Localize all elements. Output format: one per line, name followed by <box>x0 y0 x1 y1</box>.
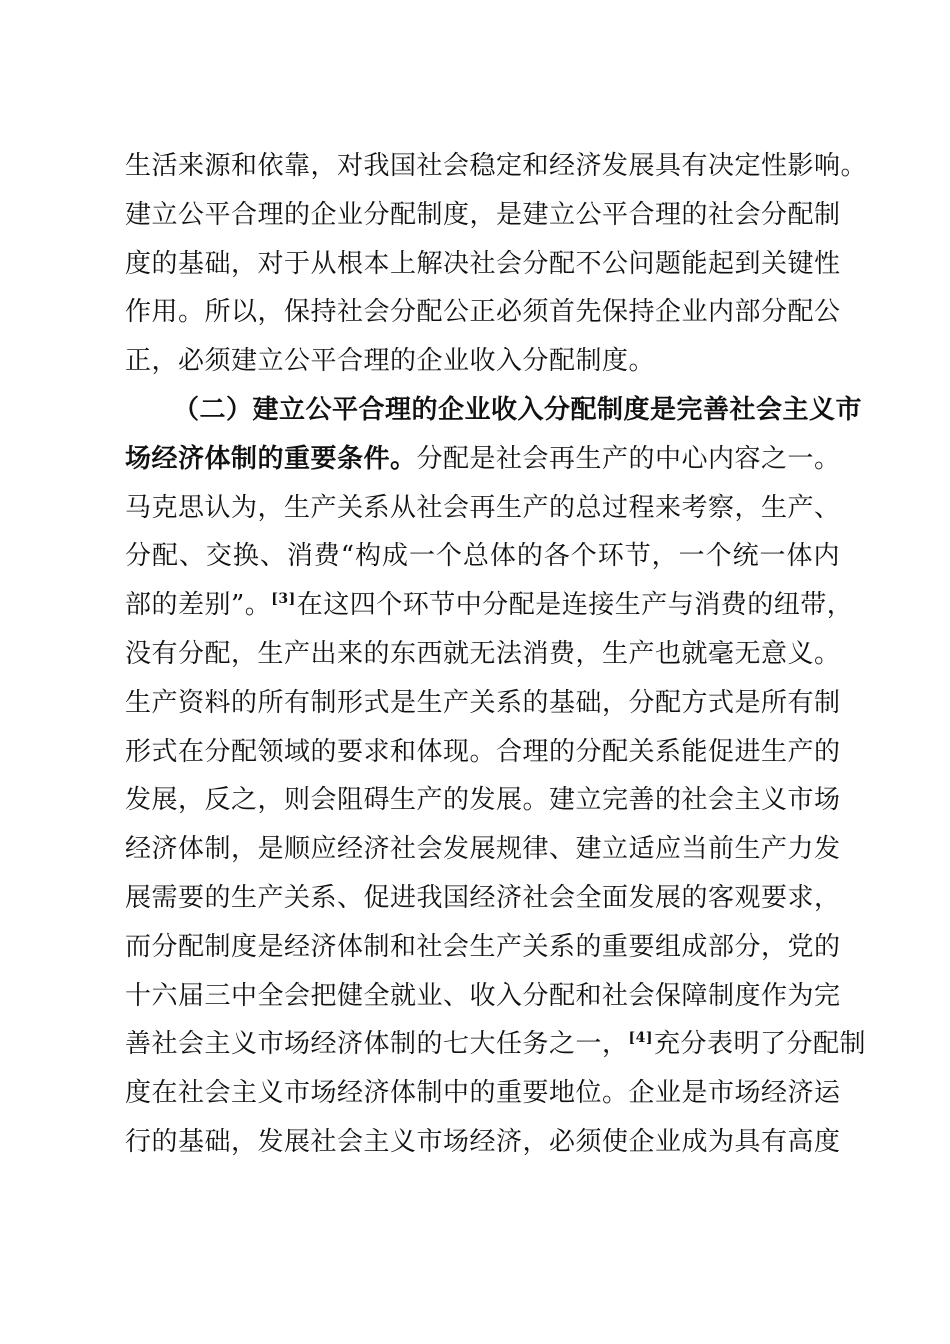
text-line <box>125 142 868 191</box>
text-line <box>125 776 840 825</box>
text-segment: 经济体制，是顺应经济社会发展规律、建立适应当前生产力发 <box>125 834 841 865</box>
text-line <box>125 1118 840 1167</box>
text-segment: 场经济体制的重要条件。 <box>125 443 417 474</box>
text-line <box>125 1069 840 1118</box>
text-line <box>125 923 840 972</box>
text-segment: （二）建立公平合理的企业收入分配制度是完善社会主义市 <box>173 394 863 425</box>
text-segment: 部的差别”。 <box>125 590 272 621</box>
text-line <box>125 288 840 337</box>
text-line <box>125 386 863 435</box>
text-segment: 建立公平合理的企业分配制度，是建立公平合理的社会分配制 <box>125 199 841 230</box>
text-segment: 发展，反之，则会阻碍生产的发展。建立完善的社会主义市场 <box>125 785 841 816</box>
text-segment: 展需要的生产关系、促进我国经济社会全面发展的客观要求， <box>125 882 841 913</box>
text-segment: 生活来源和依靠，对我国社会稳定和经济发展具有决定性影响。 <box>125 151 868 181</box>
text-line <box>125 630 840 679</box>
text-segment: 形式在分配领域的要求和体现。合理的分配关系能促进生产的 <box>125 736 841 767</box>
text-line <box>125 337 840 386</box>
text-segment: 度的基础，对于从根本上解决社会分配不公问题能起到关键性 <box>125 248 841 279</box>
text-line <box>125 240 840 289</box>
text-segment: 生产资料的所有制形式是生产关系的基础，分配方式是所有制 <box>125 687 841 718</box>
text-line <box>125 532 840 581</box>
text-segment: 行的基础，发展社会主义市场经济，必须使企业成为具有高度 <box>125 1126 841 1157</box>
text-line <box>125 191 840 240</box>
citation-marker: [4] <box>628 1030 654 1047</box>
text-segment: 善社会主义市场经济体制的七大任务之一， <box>125 1029 629 1060</box>
text-line <box>125 581 854 630</box>
text-segment: 马克思认为，生产关系从社会再生产的总过程来考察，生产、 <box>125 492 841 523</box>
text-segment: 十六届三中全会把健全就业、收入分配和社会保障制度作为完 <box>125 980 841 1011</box>
text-segment: 没有分配，生产出来的东西就无法消费，生产也就毫无意义。 <box>125 638 841 669</box>
text-line <box>125 484 840 533</box>
text-line <box>125 728 840 777</box>
text-segment: 而分配制度是经济体制和社会生产关系的重要组成部分，党的 <box>125 931 841 962</box>
text-segment: 度在社会主义市场经济体制中的重要地位。企业是市场经济运 <box>125 1078 841 1109</box>
body-text <box>125 142 868 1167</box>
text-segment: 作用。所以，保持社会分配公正必须首先保持企业内部分配公 <box>125 297 841 328</box>
text-line <box>125 1020 867 1069</box>
text-line <box>125 825 840 874</box>
text-segment: 分配是社会再生产的中心内容之一。 <box>416 443 841 474</box>
text-line <box>125 972 840 1021</box>
text-line <box>125 679 840 728</box>
text-line <box>125 435 840 484</box>
text-line <box>125 874 840 923</box>
text-segment: 分配、交换、消费“构成一个总体的各个环节，一个统一体内 <box>125 541 840 572</box>
text-segment: 在这四个环节中分配是连接生产与消费的纽带， <box>296 590 854 621</box>
citation-marker: [3] <box>271 591 296 608</box>
text-segment: 正，必须建立公平合理的企业收入分配制度。 <box>125 346 656 377</box>
text-segment: 充分表明了分配制 <box>654 1029 867 1060</box>
